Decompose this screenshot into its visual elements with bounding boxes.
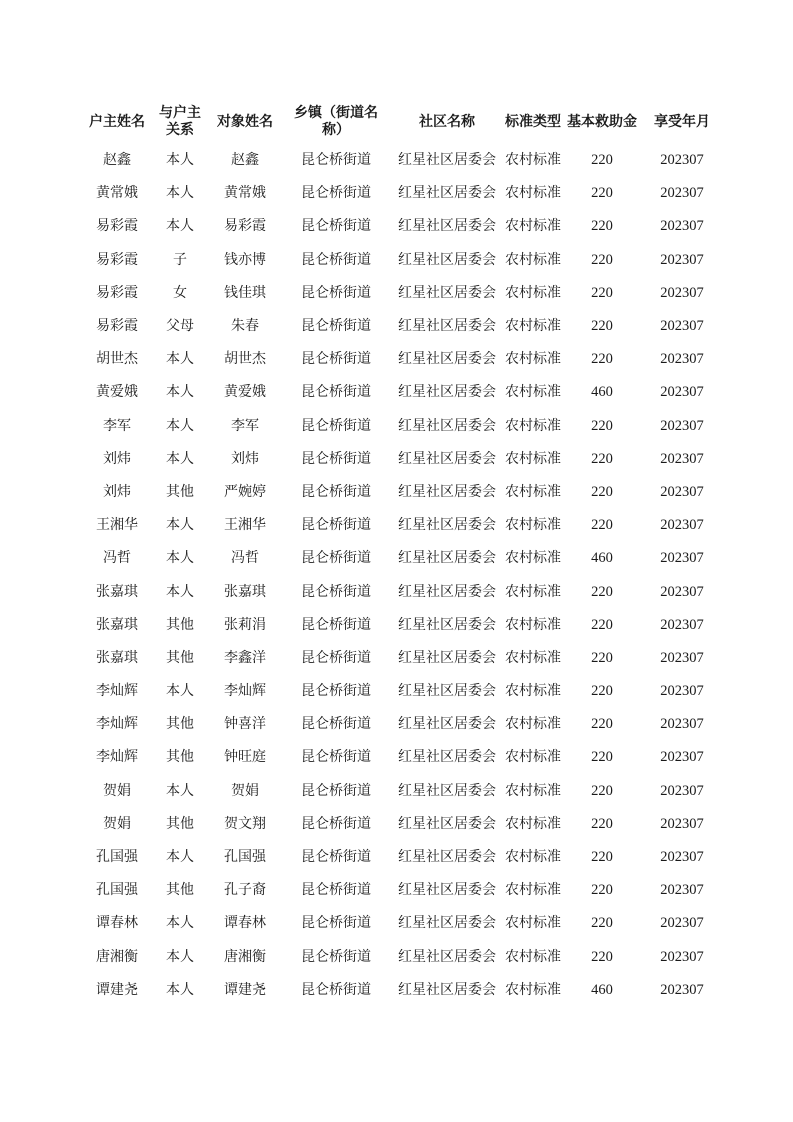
cell-township: 昆仑桥街道: [301, 218, 371, 235]
cell-community: 红星社区居委会: [398, 450, 496, 467]
cell-township: 昆仑桥街道: [301, 284, 371, 301]
cell-household-head-name: 易彩霞: [96, 251, 138, 268]
cell-recipient-name: 贺娟: [231, 782, 259, 799]
cell-relation: 本人: [166, 583, 194, 600]
header-township: 乡镇（街道名称）: [294, 105, 378, 138]
cell-household-head-name: 孔国强: [96, 849, 138, 866]
cell-month: 202307: [660, 152, 704, 169]
cell-household-head-name: 唐湘衡: [96, 948, 138, 965]
cell-household-head-name: 易彩霞: [96, 318, 138, 335]
table-row: [82, 310, 722, 343]
cell-month: 202307: [660, 882, 704, 899]
cell-township: 昆仑桥街道: [301, 550, 371, 567]
cell-community: 红星社区居委会: [398, 882, 496, 899]
header-recipient-name: 对象姓名: [217, 113, 273, 130]
cell-basic-aid: 220: [591, 915, 613, 932]
cell-month: 202307: [660, 284, 704, 301]
cell-month: 202307: [660, 517, 704, 534]
cell-month: 202307: [660, 915, 704, 932]
cell-month: 202307: [660, 483, 704, 500]
cell-standard-type: 农村标准: [505, 616, 561, 633]
table-row: [82, 542, 722, 575]
cell-household-head-name: 胡世杰: [96, 351, 138, 368]
cell-township: 昆仑桥街道: [301, 782, 371, 799]
header-household-head-name: 户主姓名: [89, 113, 145, 130]
cell-month: 202307: [660, 716, 704, 733]
cell-basic-aid: 220: [591, 351, 613, 368]
cell-household-head-name: 黄常娥: [96, 185, 138, 202]
cell-community: 红星社区居委会: [398, 749, 496, 766]
cell-community: 红星社区居委会: [398, 815, 496, 832]
cell-month: 202307: [660, 318, 704, 335]
cell-relation: 本人: [166, 849, 194, 866]
table-row: [82, 210, 722, 243]
cell-basic-aid: 460: [591, 981, 613, 998]
cell-basic-aid: 220: [591, 185, 613, 202]
cell-month: 202307: [660, 749, 704, 766]
cell-township: 昆仑桥街道: [301, 948, 371, 965]
header-standard-type: 标准类型: [505, 113, 561, 130]
cell-community: 红星社区居委会: [398, 351, 496, 368]
table-row: [82, 244, 722, 277]
table-row: [82, 609, 722, 642]
header-community: 社区名称: [419, 113, 475, 130]
cell-recipient-name: 钱佳琪: [224, 284, 266, 301]
cell-community: 红星社区居委会: [398, 483, 496, 500]
cell-township: 昆仑桥街道: [301, 849, 371, 866]
table-row: [82, 410, 722, 443]
cell-relation: 本人: [166, 384, 194, 401]
cell-recipient-name: 黄爱娥: [224, 384, 266, 401]
cell-relation: 本人: [166, 185, 194, 202]
cell-household-head-name: 黄爱娥: [96, 384, 138, 401]
cell-month: 202307: [660, 185, 704, 202]
cell-recipient-name: 冯哲: [231, 550, 259, 567]
cell-basic-aid: 220: [591, 218, 613, 235]
cell-household-head-name: 贺娟: [103, 815, 131, 832]
cell-community: 红星社区居委会: [398, 152, 496, 169]
cell-township: 昆仑桥街道: [301, 517, 371, 534]
cell-basic-aid: 460: [591, 384, 613, 401]
cell-basic-aid: 220: [591, 483, 613, 500]
table-header-row: [82, 100, 722, 144]
cell-township: 昆仑桥街道: [301, 616, 371, 633]
table-row: [82, 775, 722, 808]
cell-standard-type: 农村标准: [505, 483, 561, 500]
table-row: [82, 675, 722, 708]
cell-township: 昆仑桥街道: [301, 450, 371, 467]
cell-household-head-name: 李灿辉: [96, 749, 138, 766]
cell-basic-aid: 460: [591, 550, 613, 567]
cell-community: 红星社区居委会: [398, 915, 496, 932]
cell-month: 202307: [660, 583, 704, 600]
cell-household-head-name: 谭建尧: [96, 981, 138, 998]
cell-standard-type: 农村标准: [505, 152, 561, 169]
table-row: [82, 177, 722, 210]
cell-basic-aid: 220: [591, 284, 613, 301]
cell-standard-type: 农村标准: [505, 782, 561, 799]
table-row: [82, 808, 722, 841]
cell-month: 202307: [660, 251, 704, 268]
cell-relation: 本人: [166, 782, 194, 799]
cell-township: 昆仑桥街道: [301, 384, 371, 401]
cell-township: 昆仑桥街道: [301, 185, 371, 202]
cell-recipient-name: 李军: [231, 417, 259, 434]
table-row: [82, 277, 722, 310]
cell-community: 红星社区居委会: [398, 185, 496, 202]
cell-standard-type: 农村标准: [505, 550, 561, 567]
cell-relation: 本人: [166, 218, 194, 235]
table-row: [82, 343, 722, 376]
cell-community: 红星社区居委会: [398, 318, 496, 335]
cell-township: 昆仑桥街道: [301, 318, 371, 335]
cell-basic-aid: 220: [591, 782, 613, 799]
cell-standard-type: 农村标准: [505, 882, 561, 899]
cell-standard-type: 农村标准: [505, 716, 561, 733]
cell-standard-type: 农村标准: [505, 284, 561, 301]
cell-basic-aid: 220: [591, 882, 613, 899]
cell-relation: 本人: [166, 417, 194, 434]
cell-relation: 本人: [166, 517, 194, 534]
cell-month: 202307: [660, 417, 704, 434]
cell-township: 昆仑桥街道: [301, 981, 371, 998]
cell-community: 红星社区居委会: [398, 981, 496, 998]
cell-relation: 其他: [166, 749, 194, 766]
cell-community: 红星社区居委会: [398, 251, 496, 268]
cell-household-head-name: 易彩霞: [96, 218, 138, 235]
cell-basic-aid: 220: [591, 417, 613, 434]
cell-township: 昆仑桥街道: [301, 417, 371, 434]
table-row: [82, 476, 722, 509]
cell-household-head-name: 张嘉琪: [96, 649, 138, 666]
cell-basic-aid: 220: [591, 948, 613, 965]
assistance-table: [82, 100, 722, 1007]
cell-township: 昆仑桥街道: [301, 882, 371, 899]
cell-recipient-name: 孔国强: [224, 849, 266, 866]
cell-community: 红星社区居委会: [398, 417, 496, 434]
cell-relation: 本人: [166, 683, 194, 700]
cell-household-head-name: 李灿辉: [96, 716, 138, 733]
cell-standard-type: 农村标准: [505, 749, 561, 766]
cell-household-head-name: 冯哲: [103, 550, 131, 567]
cell-community: 红星社区居委会: [398, 517, 496, 534]
table-row: [82, 907, 722, 940]
cell-month: 202307: [660, 815, 704, 832]
cell-household-head-name: 李灿辉: [96, 683, 138, 700]
cell-recipient-name: 严婉婷: [224, 483, 266, 500]
cell-community: 红星社区居委会: [398, 948, 496, 965]
cell-basic-aid: 220: [591, 152, 613, 169]
cell-community: 红星社区居委会: [398, 782, 496, 799]
cell-community: 红星社区居委会: [398, 550, 496, 567]
cell-relation: 其他: [166, 649, 194, 666]
cell-relation: 女: [173, 284, 187, 301]
cell-recipient-name: 钟喜洋: [224, 716, 266, 733]
cell-month: 202307: [660, 351, 704, 368]
cell-household-head-name: 张嘉琪: [96, 583, 138, 600]
cell-recipient-name: 赵鑫: [231, 152, 259, 169]
cell-household-head-name: 贺娟: [103, 782, 131, 799]
cell-basic-aid: 220: [591, 815, 613, 832]
cell-household-head-name: 易彩霞: [96, 284, 138, 301]
cell-community: 红星社区居委会: [398, 284, 496, 301]
cell-standard-type: 农村标准: [505, 915, 561, 932]
cell-month: 202307: [660, 450, 704, 467]
cell-township: 昆仑桥街道: [301, 583, 371, 600]
cell-month: 202307: [660, 683, 704, 700]
cell-standard-type: 农村标准: [505, 351, 561, 368]
cell-standard-type: 农村标准: [505, 251, 561, 268]
table-row: [82, 144, 722, 177]
cell-month: 202307: [660, 849, 704, 866]
table-row: [82, 708, 722, 741]
cell-month: 202307: [660, 218, 704, 235]
table-row: [82, 974, 722, 1007]
cell-standard-type: 农村标准: [505, 849, 561, 866]
cell-recipient-name: 王湘华: [224, 517, 266, 534]
cell-township: 昆仑桥街道: [301, 749, 371, 766]
cell-recipient-name: 贺文翔: [224, 815, 266, 832]
table-row: [82, 642, 722, 675]
cell-relation: 本人: [166, 152, 194, 169]
cell-household-head-name: 李军: [103, 417, 131, 434]
cell-relation: 本人: [166, 550, 194, 567]
cell-basic-aid: 220: [591, 716, 613, 733]
cell-recipient-name: 张莉涓: [224, 616, 266, 633]
cell-community: 红星社区居委会: [398, 616, 496, 633]
cell-standard-type: 农村标准: [505, 583, 561, 600]
cell-month: 202307: [660, 550, 704, 567]
table-row: [82, 874, 722, 907]
cell-township: 昆仑桥街道: [301, 251, 371, 268]
table-body: [82, 144, 722, 1007]
cell-recipient-name: 张嘉琪: [224, 583, 266, 600]
cell-relation: 其他: [166, 616, 194, 633]
cell-recipient-name: 黄常娥: [224, 185, 266, 202]
cell-township: 昆仑桥街道: [301, 351, 371, 368]
cell-community: 红星社区居委会: [398, 583, 496, 600]
cell-relation: 本人: [166, 981, 194, 998]
cell-basic-aid: 220: [591, 849, 613, 866]
cell-township: 昆仑桥街道: [301, 683, 371, 700]
cell-recipient-name: 易彩霞: [224, 218, 266, 235]
cell-community: 红星社区居委会: [398, 649, 496, 666]
cell-community: 红星社区居委会: [398, 384, 496, 401]
table-row: [82, 376, 722, 409]
cell-standard-type: 农村标准: [505, 815, 561, 832]
cell-community: 红星社区居委会: [398, 218, 496, 235]
table-row: [82, 509, 722, 542]
cell-relation: 其他: [166, 716, 194, 733]
cell-recipient-name: 唐湘衡: [224, 948, 266, 965]
cell-household-head-name: 张嘉琪: [96, 616, 138, 633]
cell-relation: 其他: [166, 483, 194, 500]
cell-household-head-name: 刘炜: [103, 450, 131, 467]
table-row: [82, 941, 722, 974]
cell-standard-type: 农村标准: [505, 318, 561, 335]
cell-basic-aid: 220: [591, 318, 613, 335]
cell-relation: 本人: [166, 948, 194, 965]
table-row: [82, 841, 722, 874]
cell-recipient-name: 钱亦博: [224, 251, 266, 268]
cell-household-head-name: 赵鑫: [103, 152, 131, 169]
cell-recipient-name: 李鑫洋: [224, 649, 266, 666]
cell-community: 红星社区居委会: [398, 716, 496, 733]
cell-household-head-name: 谭春林: [96, 915, 138, 932]
header-relation: 与户主关系: [159, 105, 201, 138]
header-basic-aid: 基本救助金: [567, 113, 637, 130]
header-month: 享受年月: [654, 113, 710, 130]
cell-relation: 其他: [166, 882, 194, 899]
cell-recipient-name: 谭春林: [224, 915, 266, 932]
cell-township: 昆仑桥街道: [301, 649, 371, 666]
cell-month: 202307: [660, 782, 704, 799]
cell-month: 202307: [660, 948, 704, 965]
cell-standard-type: 农村标准: [505, 185, 561, 202]
cell-relation: 本人: [166, 351, 194, 368]
cell-basic-aid: 220: [591, 517, 613, 534]
cell-recipient-name: 胡世杰: [224, 351, 266, 368]
cell-standard-type: 农村标准: [505, 517, 561, 534]
cell-township: 昆仑桥街道: [301, 716, 371, 733]
cell-standard-type: 农村标准: [505, 683, 561, 700]
table-row: [82, 443, 722, 476]
cell-month: 202307: [660, 384, 704, 401]
cell-basic-aid: 220: [591, 683, 613, 700]
cell-basic-aid: 220: [591, 450, 613, 467]
cell-household-head-name: 王湘华: [96, 517, 138, 534]
cell-community: 红星社区居委会: [398, 849, 496, 866]
table-row: [82, 741, 722, 774]
cell-standard-type: 农村标准: [505, 649, 561, 666]
cell-recipient-name: 李灿辉: [224, 683, 266, 700]
cell-relation: 其他: [166, 815, 194, 832]
cell-basic-aid: 220: [591, 649, 613, 666]
cell-relation: 本人: [166, 915, 194, 932]
cell-standard-type: 农村标准: [505, 450, 561, 467]
cell-month: 202307: [660, 616, 704, 633]
cell-relation: 本人: [166, 450, 194, 467]
cell-basic-aid: 220: [591, 251, 613, 268]
cell-township: 昆仑桥街道: [301, 815, 371, 832]
cell-township: 昆仑桥街道: [301, 915, 371, 932]
cell-community: 红星社区居委会: [398, 683, 496, 700]
cell-standard-type: 农村标准: [505, 417, 561, 434]
cell-relation: 子: [173, 251, 187, 268]
cell-standard-type: 农村标准: [505, 218, 561, 235]
cell-township: 昆仑桥街道: [301, 152, 371, 169]
cell-recipient-name: 谭建尧: [224, 981, 266, 998]
cell-household-head-name: 孔国强: [96, 882, 138, 899]
cell-relation: 父母: [166, 318, 194, 335]
cell-standard-type: 农村标准: [505, 948, 561, 965]
cell-standard-type: 农村标准: [505, 384, 561, 401]
cell-basic-aid: 220: [591, 616, 613, 633]
cell-basic-aid: 220: [591, 749, 613, 766]
cell-month: 202307: [660, 649, 704, 666]
cell-recipient-name: 朱春: [231, 318, 259, 335]
cell-township: 昆仑桥街道: [301, 483, 371, 500]
cell-household-head-name: 刘炜: [103, 483, 131, 500]
cell-month: 202307: [660, 981, 704, 998]
cell-recipient-name: 孔子裔: [224, 882, 266, 899]
table-row: [82, 575, 722, 608]
cell-recipient-name: 钟旺庭: [224, 749, 266, 766]
cell-recipient-name: 刘炜: [231, 450, 259, 467]
cell-basic-aid: 220: [591, 583, 613, 600]
cell-standard-type: 农村标准: [505, 981, 561, 998]
